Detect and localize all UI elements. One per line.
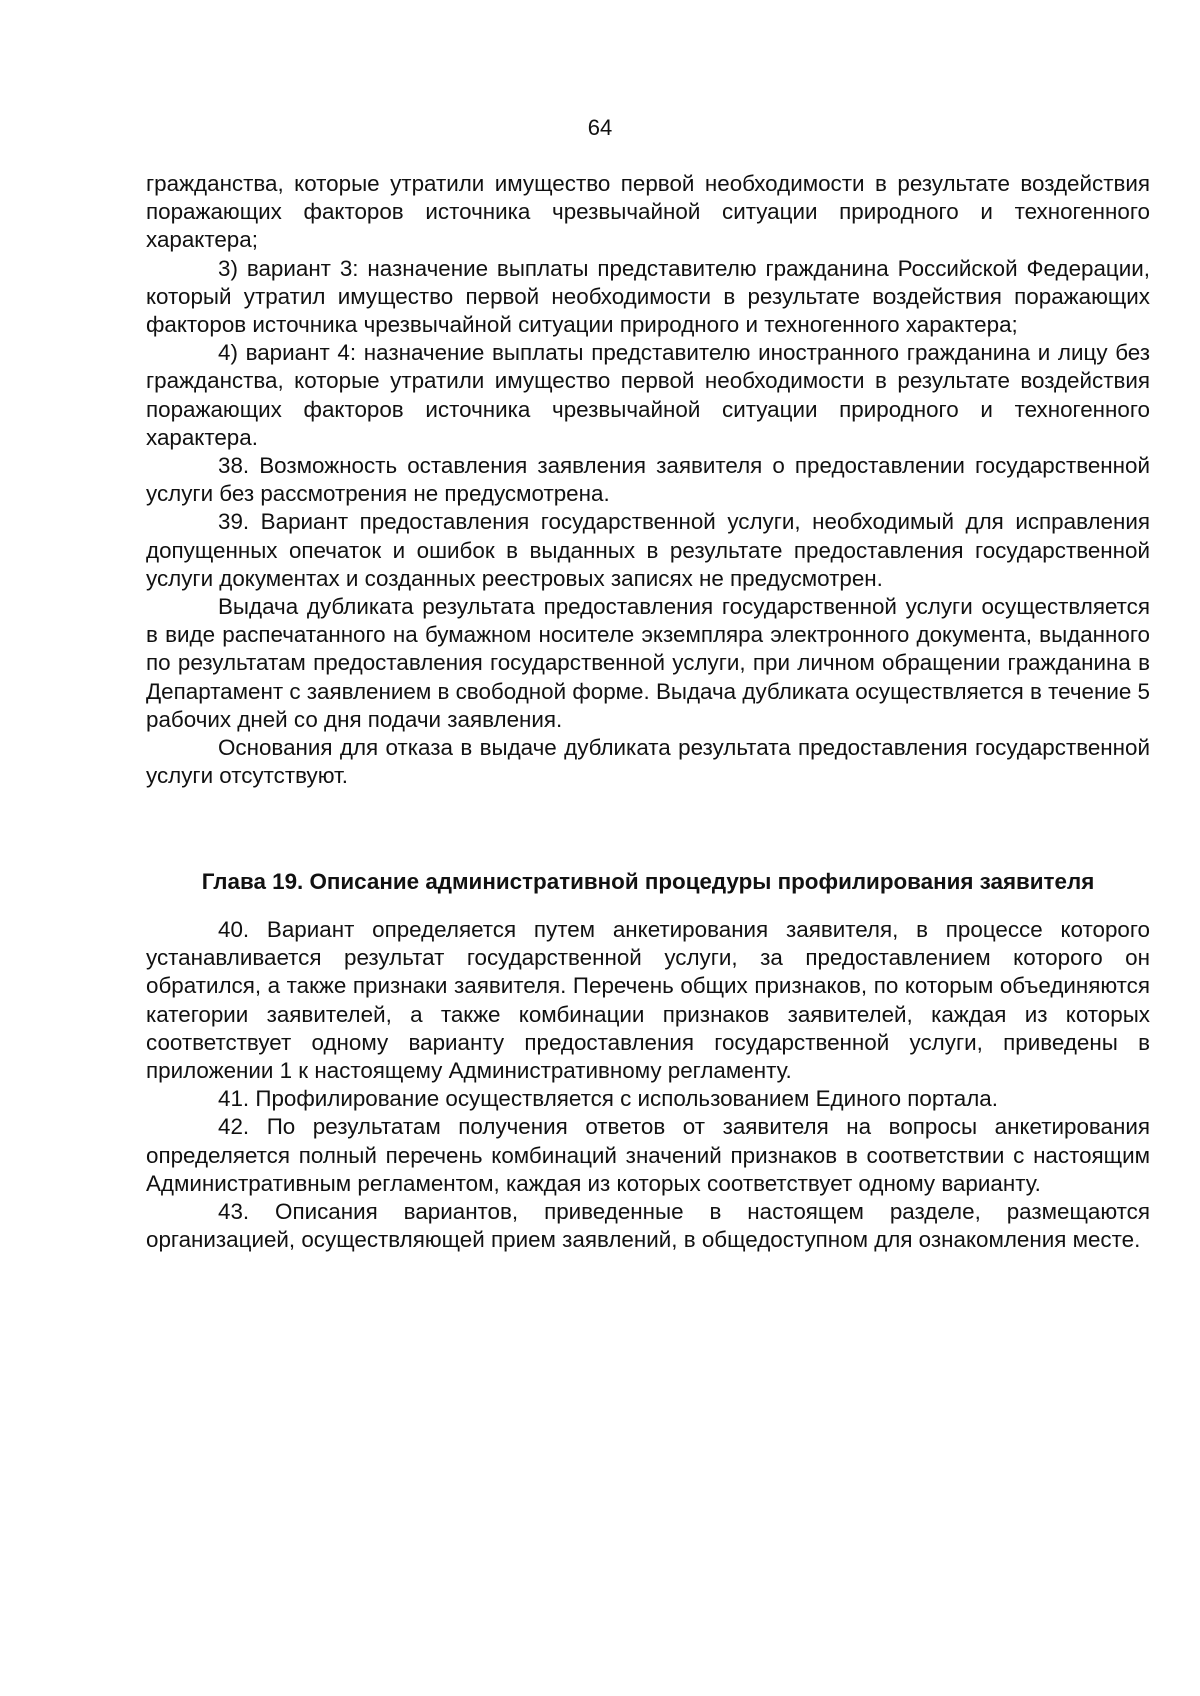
paragraph-variant-4: 4) вариант 4: назначение выплаты представителю иностранного гражданина и лицу без гражданства, которые утратили имущество первой необходимости в результате воздействия поражающих факторов источника чрезвычайной ситуации природного и техногенного характера. (146, 340, 1150, 450)
page-number: 64 (587, 115, 613, 140)
paragraph-39: 39. Вариант предоставления государственной услуги, необходимый для исправления допущенных опечаток и ошибок в выданных в результате предоставления государственной услуги документах и созданных реестровых записях не предусмотрен. (146, 509, 1150, 591)
paragraph-41: 41. Профилирование осуществляется с использованием Единого портала. (218, 1086, 998, 1112)
chapter-19-body (146, 916, 1150, 1254)
paragraph-42: 42. По результатам получения ответов от заявителя на вопросы анкетирования определяется полный перечень комбинаций значений признаков в соответствии с настоящим Административным регламентом, каждая из которых соответствует одному варианту. (146, 1114, 1150, 1196)
chapter-heading: Глава 19. Описание административной процедуры профилирования заявителя (201, 869, 1095, 894)
paragraph-variant-3: 3) вариант 3: назначение выплаты представителю гражданина Российской Федерации, который утратил имущество первой необходимости в результате воздействия поражающих факторов источника чрезвычайной ситуации природного и техногенного характера; (146, 255, 1150, 338)
paragraph-refusal-grounds: Основания для отказа в выдаче дубликата результата предоставления государственной услуги отсутствуют. (146, 735, 1150, 789)
paragraph-38: 38. Возможность оставления заявления заявителя о предоставлении государственной услуги без рассмотрения не предусмотрена. (146, 453, 1150, 507)
paragraph-40: 40. Вариант определяется путем анкетирования заявителя, в процессе которого устанавливается результат государственной услуги, за предоставлением которого он обратился, а также признаки заявителя. Перечень общих признаков, по которым объединяются категории заявителей, а также комбинации признаков заявителей, каждая из которых соответствует одному варианту предоставления государственной услуги, приведены в приложении 1 к настоящему Административному регламенту. (146, 917, 1150, 1084)
paragraph-variant-2-continuation: гражданства, которые утратили имущество первой необходимости в результате воздействия поражающих факторов источника чрезвычайной ситуации природного и техногенного характера; (146, 171, 1150, 253)
paragraph-duplicate-issuance: Выдача дубликата результата предоставления государственной услуги осуществляется в виде распечатанного на бумажном носителе экземпляра электронного документа, выданного по результатам предоставления государственной услуги, при личном обращении гражданина в Департамент с заявлением в свободной форме. Выдача дубликата осуществляется в течение 5 рабочих дней со дня подачи заявления. (146, 594, 1150, 732)
paragraph-43: 43. Описания вариантов, приведенные в настоящем разделе, размещаются организацией, осуществляющей прием заявлений, в общедоступном для ознакомления месте. (146, 1199, 1150, 1253)
section-continuation (146, 170, 1150, 790)
